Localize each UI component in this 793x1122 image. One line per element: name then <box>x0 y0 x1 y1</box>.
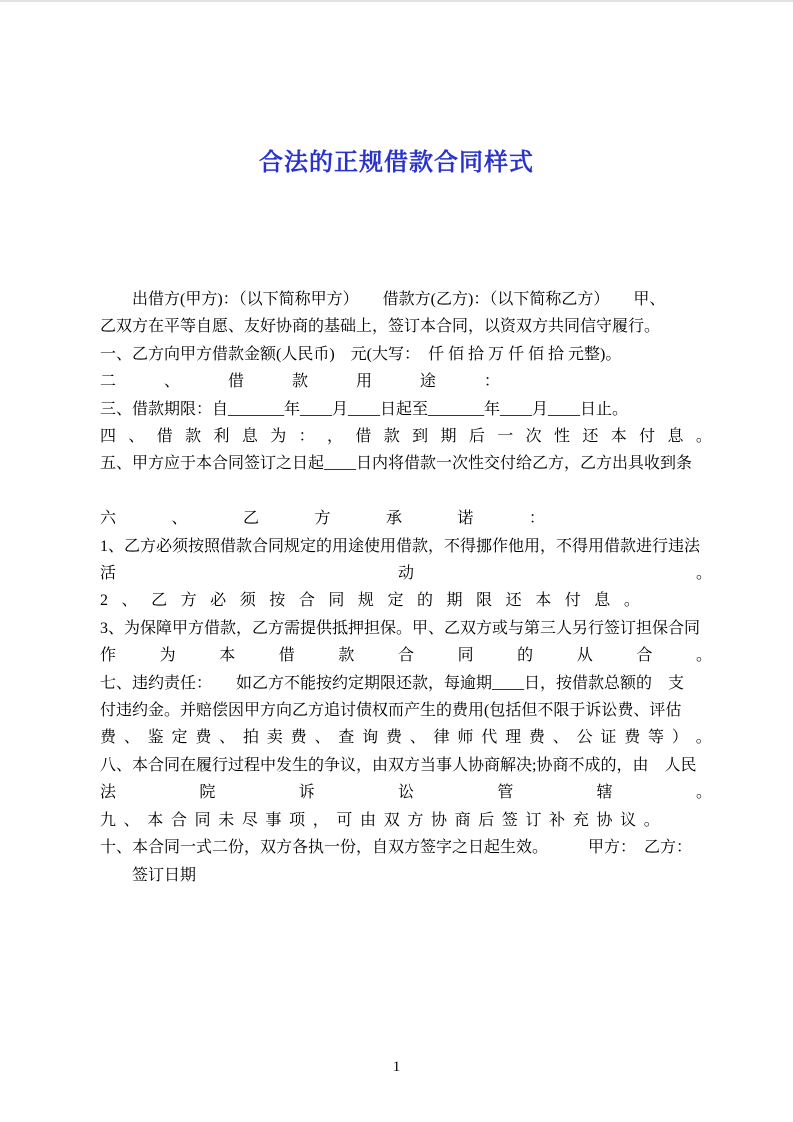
contract-line: 3、为保障甲方借款，乙方需提供抵押担保。甲、乙双方或与第三人另行签订担保合同 <box>100 619 701 637</box>
page-top-edge <box>0 0 793 2</box>
contract-line: 二 、 借 款 用 途 ： <box>100 373 500 391</box>
contract-line: 三、借款期限：自_______年____月____日起至_______年____月____日止。 <box>100 400 629 418</box>
contract-body <box>100 286 712 889</box>
contract-line: 2 、 乙 方 必 须 按 合 同 规 定 的 期 限 还 本 付 息 。 <box>100 592 640 610</box>
contract-line: 一、乙方向甲方借款金额(人民币) 元(大写： 仟 佰 拾 万 仟 佰 拾 元整)。 <box>100 345 622 363</box>
contract-line: 十、本合同一式二份，双方各执一份，自双方签字之日起生效。 甲方： 乙方： <box>100 839 693 857</box>
contract-line: 五、甲方应于本合同签订之日起____日内将借款一次性交付给乙方，乙方出具收到条 <box>100 455 693 473</box>
contract-line: 作 为 本 借 款 合 同 的 从 合 。 <box>100 647 712 665</box>
contract-line: 活 动 。 <box>100 565 712 583</box>
contract-line: 出借方(甲方)：（以下简称甲方） 借款方(乙方)：（以下简称乙方） 甲、 <box>132 291 666 308</box>
contract-line: 法 院 诉 讼 管 辖 。 <box>100 784 712 802</box>
contract-line: 费 、 鉴 定 费 、 拍 卖 费 、 查 询 费 、 律 师 代 理 费 、 公 证 费 等 ） 。 <box>100 729 712 747</box>
blank-line <box>100 478 712 505</box>
contract-line: 六 、 乙 方 承 诺 ： <box>100 510 545 528</box>
contract-line: 八、本合同在履行过程中发生的争议，由双方当事人协商解决;协商不成的，由 人民 <box>100 756 697 774</box>
contract-line: 四 、 借 款 利 息 为 ： ， 借 款 到 期 后 一 次 性 还 本 付 息 。 <box>100 428 712 446</box>
contract-line: 1、乙方必须按照借款合同规定的用途使用借款，不得挪作他用，不得用借款进行违法 <box>100 537 701 555</box>
contract-line: 付违约金。并赔偿因甲方向乙方追讨债权而产生的费用(包括但不限于诉讼费、评估 <box>100 702 682 720</box>
contract-line: 签订日期 <box>132 866 197 884</box>
page-number: 1 <box>392 1059 401 1075</box>
document-title: 合法的正规借款合同样式 <box>259 149 534 176</box>
contract-line: 九 、 本 合 同 未 尽 事 项 ， 可 由 双 方 协 商 后 签 订 补 充 协 议 。 <box>100 811 660 829</box>
contract-line: 七、违约责任： 如乙方不能按约定期限还款，每逾期____日，按借款总额的 支 <box>100 674 685 692</box>
contract-line: 乙双方在平等自愿、友好协商的基础上，签订本合同，以资双方共同信守履行。 <box>100 318 661 336</box>
